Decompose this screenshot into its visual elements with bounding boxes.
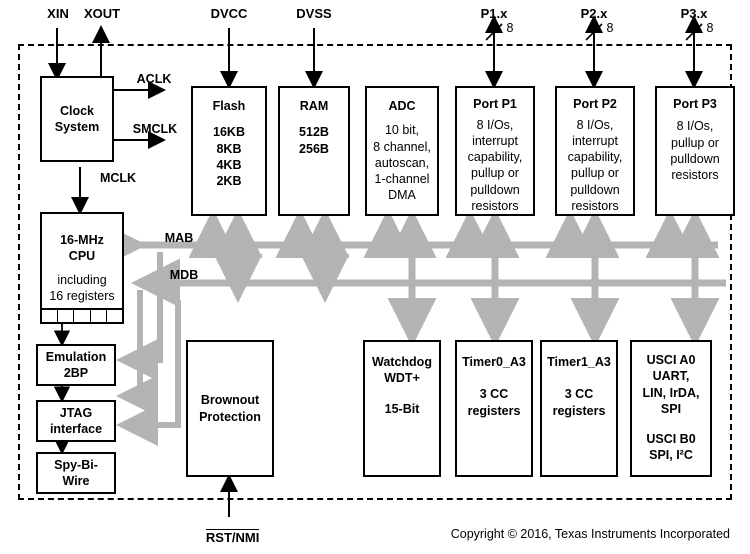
block-jtag[interactable] (36, 400, 116, 442)
block-clock-system-line-1: System (54, 120, 100, 134)
block-usci-line-2: LIN, IrDA, (642, 385, 700, 400)
block-port-p2-line-2: interrupt (572, 133, 618, 148)
block-clock-system[interactable] (40, 76, 114, 162)
block-emulation-title: Emulation (45, 349, 107, 364)
block-ram-line-2: 256B (299, 141, 329, 156)
block-usci-line-5: USCI B0 (646, 432, 696, 446)
block-watchdog-line-3: 15-Bit (384, 401, 420, 416)
block-brownout-protection[interactable] (186, 340, 274, 477)
block-cpu-line-3: including (57, 273, 107, 287)
block-adc-line-3: autoscan, (374, 155, 430, 170)
copyright-text: Copyright © 2016, Texas Instruments Incorporated (450, 527, 730, 541)
block-port-p3-line-4: resistors (671, 168, 719, 182)
block-port-p1-line-1: 8 I/Os, (476, 117, 514, 132)
block-port-p1-line-4: pullup or (471, 166, 519, 181)
block-usci-line-1: UART, (652, 369, 690, 384)
block-adc[interactable] (365, 86, 439, 216)
block-usci-line-3: SPI (660, 401, 682, 416)
block-port-p3-line-2: pullup or (671, 135, 719, 150)
block-adc-line-2: 8 channel, (373, 139, 431, 154)
block-flash[interactable] (191, 86, 267, 216)
block-timer1-line-3: registers (552, 403, 606, 418)
block-adc-line-1: 10 bit, (384, 123, 420, 138)
pin-label-p2x: P2.x (580, 6, 608, 21)
block-ram-title: RAM (299, 99, 329, 113)
block-clock-system-title: Clock (59, 103, 95, 118)
block-flash-line-3: 4KB (216, 157, 242, 172)
block-adc-line-4: 1-channel (374, 172, 430, 186)
block-cpu-line-1: CPU (68, 248, 96, 263)
block-port-p1[interactable] (455, 86, 535, 216)
block-port-p1-line-5: pulldown (470, 182, 520, 197)
block-port-p2-line-3: capability, (567, 150, 623, 164)
block-port-p1-title: Port P1 (473, 97, 517, 111)
block-flash-line-4: 2KB (216, 174, 242, 188)
block-port-p3-line-3: pulldown (670, 151, 720, 166)
block-port-p2[interactable] (555, 86, 635, 216)
block-port-p2-line-6: resistors (571, 198, 619, 213)
block-brownout-title: Brownout (200, 393, 260, 408)
pin-label-xin: XIN (47, 6, 69, 21)
pin-label-p1x: P1.x (480, 6, 508, 21)
block-spy-bi-wire-title: Spy-Bi- (54, 457, 98, 472)
block-port-p1-line-6: resistors (471, 198, 519, 213)
block-emulation[interactable] (36, 344, 116, 386)
block-usci-line-6: SPI, I²C (649, 448, 693, 463)
pin-label-dvss: DVSS (296, 6, 332, 21)
block-flash-line-2: 8KB (216, 141, 242, 156)
block-timer1-title: Timer1_A3 (547, 355, 611, 369)
signal-label-mdb: MDB (169, 268, 199, 282)
block-spy-bi-wire-line-1: Wire (62, 474, 90, 488)
block-watchdog-title: Watchdog (372, 355, 432, 369)
block-adc-line-5: DMA (388, 188, 416, 203)
block-flash-line-1: 16KB (213, 125, 245, 140)
block-port-p3-line-1: 8 I/Os, (676, 119, 714, 134)
block-jtag-line-1: interface (49, 422, 103, 436)
block-port-p3[interactable] (655, 86, 735, 216)
block-timer1-line-2: 3 CC (564, 387, 594, 402)
block-port-p1-line-2: interrupt (472, 133, 518, 148)
block-emulation-line-1: 2BP (63, 366, 89, 380)
block-port-p2-line-1: 8 I/Os, (576, 117, 614, 132)
block-cpu-title: 16-MHz (60, 232, 104, 247)
pin-label-dvcc: DVCC (210, 6, 248, 21)
block-ram-line-1: 512B (299, 125, 329, 140)
block-port-p3-title: Port P3 (673, 97, 717, 111)
block-watchdog-line-1: WDT+ (384, 371, 420, 386)
block-spy-bi-wire[interactable] (36, 452, 116, 494)
block-port-p2-line-5: pulldown (570, 182, 620, 197)
block-port-p2-line-4: pullup or (571, 166, 619, 181)
block-usci[interactable] (630, 340, 712, 477)
pin-label-xout: XOUT (83, 6, 121, 21)
block-timer0-line-2: 3 CC (479, 387, 509, 402)
bus-width-p3: 8 (706, 21, 714, 35)
block-timer0-a3[interactable] (455, 340, 533, 477)
bus-width-p2: 8 (606, 21, 614, 35)
pin-label-p3x: P3.x (680, 6, 708, 21)
block-usci-title: USCI A0 (646, 353, 696, 367)
pin-label-rst-nmi: RST/NMI (205, 530, 260, 545)
block-jtag-title: JTAG (59, 405, 93, 420)
block-timer0-title: Timer0_A3 (462, 355, 526, 369)
block-timer1-a3[interactable] (540, 340, 618, 477)
block-watchdog[interactable] (363, 340, 441, 477)
block-ram[interactable] (278, 86, 350, 216)
block-adc-title: ADC (388, 99, 416, 113)
signal-label-mab: MAB (164, 231, 194, 245)
block-cpu-line-4: 16 registers (49, 289, 115, 304)
block-port-p2-title: Port P2 (573, 97, 617, 111)
signal-label-aclk: ACLK (136, 72, 172, 86)
block-port-p1-line-3: capability, (467, 150, 523, 164)
bus-width-p1: 8 (506, 21, 514, 35)
signal-label-mclk: MCLK (99, 171, 137, 185)
signal-label-smclk: SMCLK (132, 122, 178, 136)
block-brownout-line-1: Protection (199, 409, 261, 424)
block-timer0-line-3: registers (467, 403, 521, 418)
block-cpu[interactable] (40, 212, 124, 324)
block-flash-title: Flash (212, 99, 246, 113)
